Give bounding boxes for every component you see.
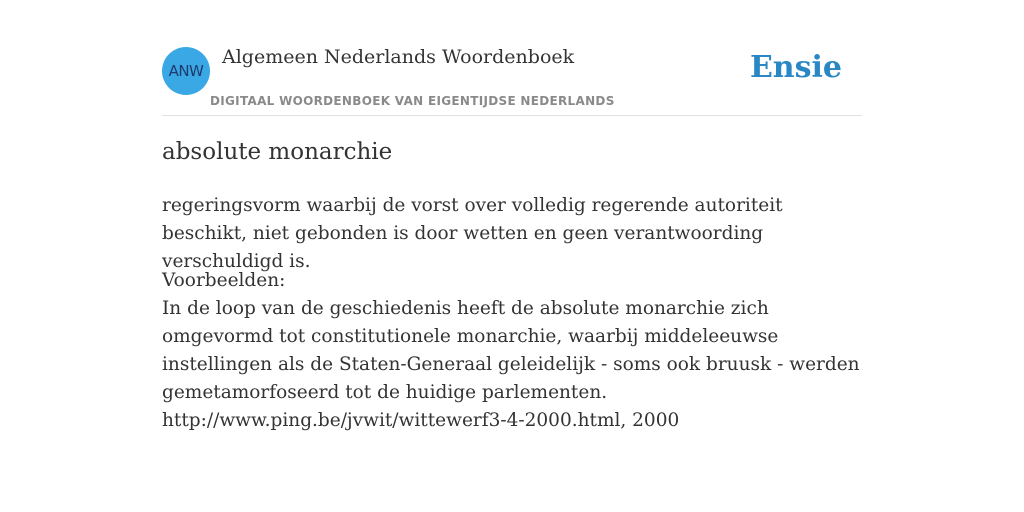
logo-text: ANW [168, 62, 204, 80]
examples-section [162, 267, 862, 435]
example-source: http://www.ping.be/jvwit/wittewerf3-4-2000.html, 2000 [162, 410, 680, 431]
dictionary-entry-card [162, 0, 862, 512]
ensie-brand-logo[interactable]: Ensie [749, 50, 842, 85]
examples-label: Voorbeelden: [162, 270, 286, 291]
source-subtitle: DIGITAAL WOORDENBOEK VAN EIGENTIJDSE NEDERLANDS [210, 94, 615, 108]
anw-logo[interactable] [162, 47, 210, 95]
entry-definition: regeringsvorm waarbij de vorst over volledig regerende autoriteit beschikt, niet gebonden is door wetten en geen verantwoording verschuldigd is. [162, 195, 783, 272]
header-divider [162, 115, 862, 116]
entry-headword: absolute monarchie [162, 139, 393, 165]
source-title[interactable]: Algemeen Nederlands Woordenboek [222, 46, 575, 68]
example-text: In de loop van de geschiedenis heeft de absolute monarchie zich omgevormd tot constitutionele monarchie, waarbij middeleeuwse instellingen als de Staten-Generaal geleidelijk - soms ook bruusk - werden gemetamorfoseerd tot de huidige parlementen. [162, 298, 860, 403]
